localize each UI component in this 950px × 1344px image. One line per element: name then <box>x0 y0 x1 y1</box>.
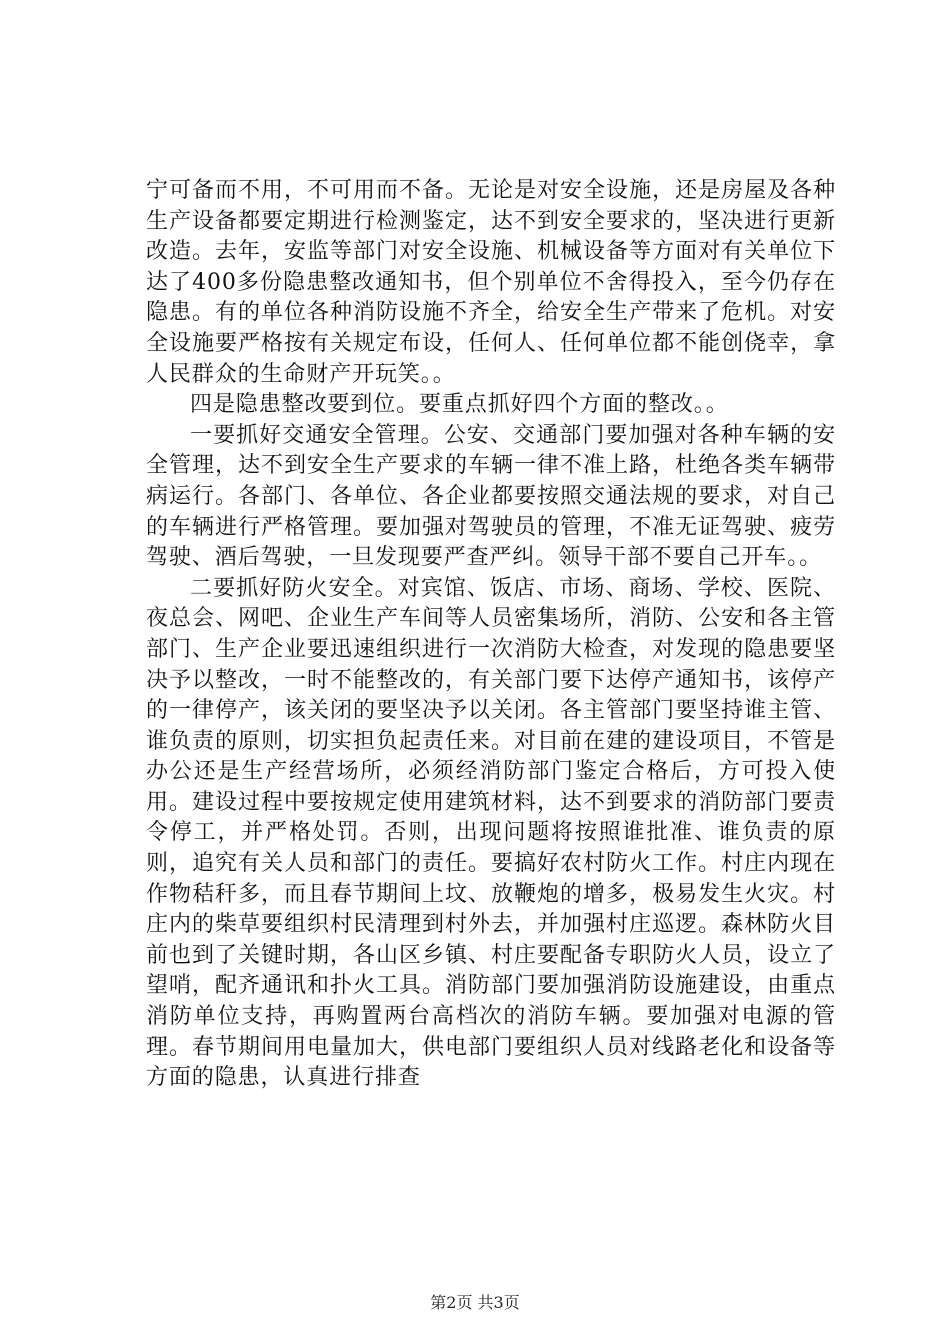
paragraph-4: 二要抓好防火安全。对宾馆、饭店、市场、商场、学校、医院、夜总会、网吧、企业生产车间等人员密集场所，消防、公安和各主管部门、生产企业要迅速组织进行一次消防大检查，对发现的隐患要坚决予以整改，一时不能整改的，有关部门要下达停产通知书，该停产的一律停产，该关闭的要坚决予以关闭。各主管部门要坚持谁主管、谁负责的原则，切实担负起责任来。对目前在建的建设项目，不管是办公还是生产经营场所，必须经消防部门鉴定合格后，方可投入使用。建设过程中要按规定使用建筑材料，达不到要求的消防部门要责令停工，并严格处罚。否则，出现问题将按照谁批准、谁负责的原则，追究有关人员和部门的责任。要搞好农村防火工作。村庄内现在作物秸秆多，而且春节期间上坟、放鞭炮的增多，极易发生火灾。村庄内的柴草要组织村民清理到村外去，并加强村庄巡逻。森林防火目前也到了关键时期，各山区乡镇、村庄要配备专职防火人员，设立了望哨，配齐通讯和扑火工具。消防部门要加强消防设施建设，由重点消防单位支持，再购置两台高档次的消防车辆。要加强对电源的管理。春节期间用电量加大，供电部门要组织人员对线路老化和设备等方面的隐患，认真进行排查 <box>146 575 836 1091</box>
document-body <box>146 176 836 1094</box>
paragraph-3: 一要抓好交通安全管理。公安、交通部门要加强对各种车辆的安全管理，达不到安全生产要求的车辆一律不准上路，杜绝各类车辆带病运行。各部门、各单位、各企业都要按照交通法规的要求，对自己的车辆进行严格管理。要加强对驾驶员的管理，不准无证驾驶、疲劳驾驶、酒后驾驶，一旦发现要严查严纠。领导干部不要自己开车。。 <box>146 422 836 571</box>
page-number-footer: 第2页 共3页 <box>430 1293 520 1312</box>
paragraph-1: 宁可备而不用，不可用而不备。无论是对安全设施，还是房屋及各种生产设备都要定期进行检测鉴定，达不到安全要求的，坚决进行更新改造。去年，安监等部门对安全设施、机械设备等方面对有关单位下达了400多份隐患整改通知书，但个别单位不舍得投入，至今仍存在隐患。有的单位各种消防设施不齐全，给安全生产带来了危机。对安全设施要严格按有关规定布设，任何人、任何单位都不能创侥幸，拿人民群众的生命财产开玩笑。。 <box>146 178 836 387</box>
paragraph-2: 四是隐患整改要到位。要重点抓好四个方面的整改。。 <box>190 392 729 418</box>
